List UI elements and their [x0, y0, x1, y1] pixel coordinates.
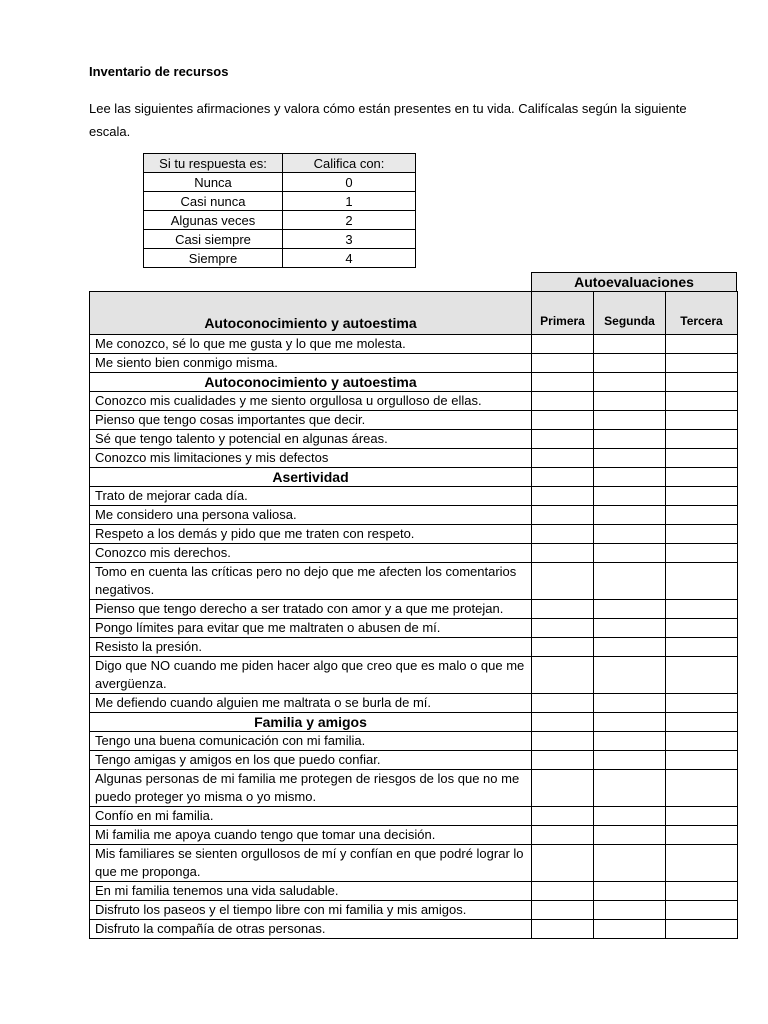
score-cell-primera[interactable]	[532, 487, 594, 506]
score-cell-segunda[interactable]	[594, 694, 666, 713]
score-cell-segunda[interactable]	[594, 392, 666, 411]
item-text: Me defiendo cuando alguien me maltrata o se burla de mí.	[90, 694, 532, 713]
score-cell-tercera[interactable]	[666, 392, 738, 411]
score-cell-primera[interactable]	[532, 411, 594, 430]
score-cell-segunda[interactable]	[594, 544, 666, 563]
score-cell-primera[interactable]	[532, 506, 594, 525]
scale-header-score: Califica con:	[283, 154, 416, 173]
score-cell-primera[interactable]	[532, 657, 594, 694]
score-cell-segunda[interactable]	[594, 525, 666, 544]
score-cell-primera[interactable]	[532, 335, 594, 354]
item-text: Pienso que tengo cosas importantes que decir.	[90, 411, 532, 430]
score-cell-tercera[interactable]	[666, 713, 738, 732]
score-cell-primera[interactable]	[532, 619, 594, 638]
score-cell-tercera[interactable]	[666, 657, 738, 694]
scale-response: Algunas veces	[144, 211, 283, 230]
item-text: Algunas personas de mi familia me protegen de riesgos de los que no me puedo proteger yo misma o yo mismo.	[90, 770, 532, 807]
score-cell-tercera[interactable]	[666, 694, 738, 713]
score-cell-primera[interactable]	[532, 732, 594, 751]
item-text: Digo que NO cuando me piden hacer algo que creo que es malo o que me avergüenza.	[90, 657, 532, 694]
score-cell-tercera[interactable]	[666, 826, 738, 845]
item-row	[90, 563, 738, 600]
score-cell-segunda[interactable]	[594, 619, 666, 638]
section-title: Asertividad	[90, 468, 532, 487]
scale-row	[144, 173, 416, 192]
scale-score: 0	[283, 173, 416, 192]
score-cell-segunda[interactable]	[594, 657, 666, 694]
item-row	[90, 901, 738, 920]
score-cell-segunda[interactable]	[594, 638, 666, 657]
item-text: Conozco mis derechos.	[90, 544, 532, 563]
score-cell-tercera[interactable]	[666, 506, 738, 525]
item-row	[90, 449, 738, 468]
score-cell-primera[interactable]	[532, 600, 594, 619]
scale-response: Nunca	[144, 173, 283, 192]
score-cell-tercera[interactable]	[666, 920, 738, 939]
section-row	[90, 713, 738, 732]
score-cell-segunda[interactable]	[594, 845, 666, 882]
item-row	[90, 882, 738, 901]
score-cell-tercera[interactable]	[666, 751, 738, 770]
score-cell-tercera[interactable]	[666, 845, 738, 882]
criteria-header: Autoconocimiento y autoestima	[90, 292, 532, 335]
item-row	[90, 770, 738, 807]
score-cell-segunda[interactable]	[594, 354, 666, 373]
item-row	[90, 751, 738, 770]
score-cell-segunda[interactable]	[594, 751, 666, 770]
score-cell-primera[interactable]	[532, 713, 594, 732]
scale-row	[144, 230, 416, 249]
score-cell-tercera[interactable]	[666, 411, 738, 430]
item-text: Trato de mejorar cada día.	[90, 487, 532, 506]
score-cell-primera[interactable]	[532, 563, 594, 600]
inventory-table	[89, 291, 738, 939]
score-cell-primera[interactable]	[532, 882, 594, 901]
item-text: Pienso que tengo derecho a ser tratado con amor y a que me protejan.	[90, 600, 532, 619]
section-row	[90, 468, 738, 487]
score-cell-segunda[interactable]	[594, 713, 666, 732]
score-cell-tercera[interactable]	[666, 487, 738, 506]
score-cell-primera[interactable]	[532, 468, 594, 487]
scale-response: Casi siempre	[144, 230, 283, 249]
scale-row	[144, 211, 416, 230]
item-text: Me siento bien conmigo misma.	[90, 354, 532, 373]
item-text: Tengo una buena comunicación con mi familia.	[90, 732, 532, 751]
score-cell-tercera[interactable]	[666, 430, 738, 449]
item-row	[90, 525, 738, 544]
column-primera: Primera	[532, 292, 594, 335]
score-cell-tercera[interactable]	[666, 882, 738, 901]
score-cell-segunda[interactable]	[594, 468, 666, 487]
score-cell-primera[interactable]	[532, 638, 594, 657]
column-segunda: Segunda	[594, 292, 666, 335]
score-cell-tercera[interactable]	[666, 563, 738, 600]
score-cell-tercera[interactable]	[666, 354, 738, 373]
item-row	[90, 619, 738, 638]
score-cell-primera[interactable]	[532, 373, 594, 392]
score-cell-primera[interactable]	[532, 525, 594, 544]
scale-table	[143, 153, 416, 268]
item-row	[90, 411, 738, 430]
score-cell-primera[interactable]	[532, 354, 594, 373]
scale-row	[144, 192, 416, 211]
item-row	[90, 600, 738, 619]
score-cell-segunda[interactable]	[594, 430, 666, 449]
score-cell-tercera[interactable]	[666, 373, 738, 392]
item-text: Mis familiares se sienten orgullosos de mí y confían en que podré lograr lo que me proponga.	[90, 845, 532, 882]
score-cell-segunda[interactable]	[594, 826, 666, 845]
section-row	[90, 373, 738, 392]
autoevaluaciones-header: Autoevaluaciones	[531, 272, 737, 291]
score-cell-segunda[interactable]	[594, 487, 666, 506]
score-cell-tercera[interactable]	[666, 468, 738, 487]
item-text: Sé que tengo talento y potencial en algunas áreas.	[90, 430, 532, 449]
scale-score: 3	[283, 230, 416, 249]
item-row	[90, 544, 738, 563]
item-row	[90, 354, 738, 373]
score-cell-primera[interactable]	[532, 544, 594, 563]
item-row	[90, 657, 738, 694]
score-cell-tercera[interactable]	[666, 525, 738, 544]
score-cell-primera[interactable]	[532, 751, 594, 770]
score-cell-segunda[interactable]	[594, 807, 666, 826]
item-text: En mi familia tenemos una vida saludable.	[90, 882, 532, 901]
column-tercera: Tercera	[666, 292, 738, 335]
score-cell-tercera[interactable]	[666, 770, 738, 807]
score-cell-segunda[interactable]	[594, 335, 666, 354]
section-title: Familia y amigos	[90, 713, 532, 732]
score-cell-tercera[interactable]	[666, 544, 738, 563]
score-cell-segunda[interactable]	[594, 732, 666, 751]
item-text: Pongo límites para evitar que me maltraten o abusen de mí.	[90, 619, 532, 638]
scale-header-response: Si tu respuesta es:	[144, 154, 283, 173]
item-row	[90, 920, 738, 939]
score-cell-primera[interactable]	[532, 845, 594, 882]
page-title: Inventario de recursos	[89, 64, 229, 79]
item-text: Tengo amigas y amigos en los que puedo confiar.	[90, 751, 532, 770]
score-cell-segunda[interactable]	[594, 373, 666, 392]
item-text: Resisto la presión.	[90, 638, 532, 657]
item-row	[90, 694, 738, 713]
inventory-header-row	[90, 292, 738, 335]
score-cell-tercera[interactable]	[666, 619, 738, 638]
item-row	[90, 335, 738, 354]
item-text: Disfruto la compañía de otras personas.	[90, 920, 532, 939]
item-text: Confío en mi familia.	[90, 807, 532, 826]
score-cell-segunda[interactable]	[594, 600, 666, 619]
scale-score: 1	[283, 192, 416, 211]
score-cell-primera[interactable]	[532, 920, 594, 939]
section-title: Autoconocimiento y autoestima	[90, 373, 532, 392]
item-text: Disfruto los paseos y el tiempo libre con mi familia y mis amigos.	[90, 901, 532, 920]
score-cell-primera[interactable]	[532, 901, 594, 920]
score-cell-segunda[interactable]	[594, 563, 666, 600]
item-text: Tomo en cuenta las críticas pero no dejo que me afecten los comentarios negativos.	[90, 563, 532, 600]
score-cell-segunda[interactable]	[594, 920, 666, 939]
intro-text: Lee las siguientes afirmaciones y valora cómo están presentes en tu vida. Califícalas según la siguiente escala.	[89, 101, 687, 139]
item-row	[90, 506, 738, 525]
score-cell-tercera[interactable]	[666, 732, 738, 751]
item-text: Respeto a los demás y pido que me traten con respeto.	[90, 525, 532, 544]
scale-row	[144, 249, 416, 268]
item-row	[90, 638, 738, 657]
scale-response: Casi nunca	[144, 192, 283, 211]
item-text: Me conozco, sé lo que me gusta y lo que me molesta.	[90, 335, 532, 354]
score-cell-primera[interactable]	[532, 807, 594, 826]
item-text: Conozco mis cualidades y me siento orgullosa u orgulloso de ellas.	[90, 392, 532, 411]
score-cell-tercera[interactable]	[666, 449, 738, 468]
score-cell-tercera[interactable]	[666, 807, 738, 826]
score-cell-tercera[interactable]	[666, 638, 738, 657]
item-row	[90, 826, 738, 845]
item-row	[90, 845, 738, 882]
scale-score: 2	[283, 211, 416, 230]
score-cell-tercera[interactable]	[666, 901, 738, 920]
item-row	[90, 732, 738, 751]
score-cell-primera[interactable]	[532, 770, 594, 807]
item-row	[90, 392, 738, 411]
scale-header-row	[144, 154, 416, 173]
score-cell-segunda[interactable]	[594, 770, 666, 807]
item-text: Mi familia me apoya cuando tengo que tomar una decisión.	[90, 826, 532, 845]
item-text: Me considero una persona valiosa.	[90, 506, 532, 525]
score-cell-segunda[interactable]	[594, 901, 666, 920]
score-cell-primera[interactable]	[532, 392, 594, 411]
score-cell-segunda[interactable]	[594, 411, 666, 430]
score-cell-segunda[interactable]	[594, 506, 666, 525]
score-cell-segunda[interactable]	[594, 449, 666, 468]
score-cell-segunda[interactable]	[594, 882, 666, 901]
item-row	[90, 807, 738, 826]
score-cell-primera[interactable]	[532, 694, 594, 713]
score-cell-primera[interactable]	[532, 826, 594, 845]
scale-score: 4	[283, 249, 416, 268]
item-row	[90, 430, 738, 449]
score-cell-tercera[interactable]	[666, 600, 738, 619]
scale-response: Siempre	[144, 249, 283, 268]
score-cell-tercera[interactable]	[666, 335, 738, 354]
score-cell-primera[interactable]	[532, 430, 594, 449]
item-row	[90, 487, 738, 506]
score-cell-primera[interactable]	[532, 449, 594, 468]
item-text: Conozco mis limitaciones y mis defectos	[90, 449, 532, 468]
